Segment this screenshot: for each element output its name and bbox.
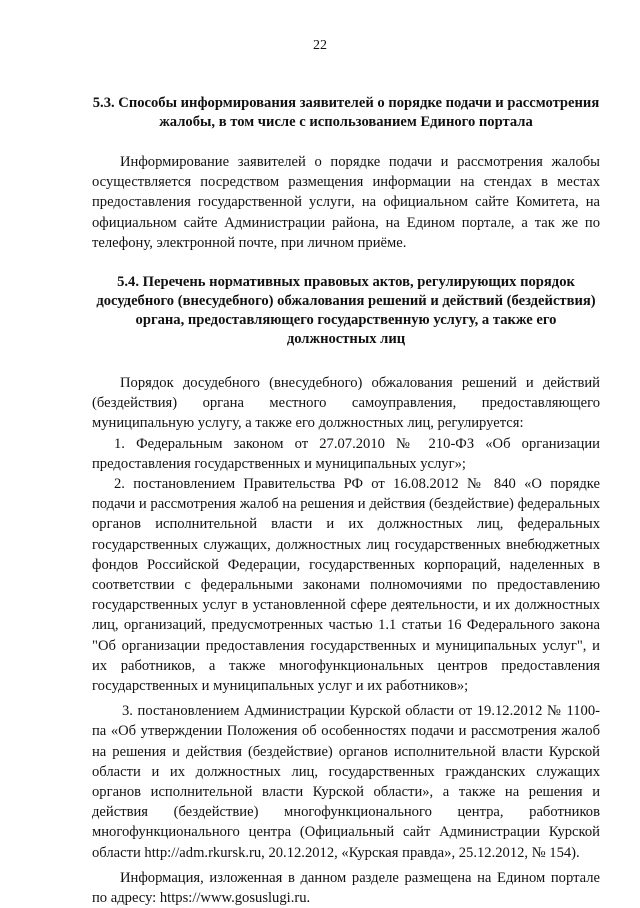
section-5-4-closing: Информация, изложенная в данном разделе размещена на Едином портале по адресу: https://www.gosuslugi.ru. [92, 869, 600, 907]
page-number: 22 [313, 38, 327, 53]
section-5-4-heading: 5.4. Перечень нормативных правовых актов, регулирующих порядок досудебного (внесудебного) обжалования решений и действий (бездействия) органа, предоставляющего государственную услугу, а также его должностных лиц [96, 274, 596, 348]
section-5-4-item-1: 1. Федеральным законом от 27.07.2010 № 210-ФЗ «Об организации предоставления государственных и муниципальных услуг»; [92, 435, 600, 472]
section-5-4-intro: Порядок досудебного (внесудебного) обжалования решений и действий (бездействия) органа местного самоуправления, предоставляющего муниципальную услугу, а также его должностных лиц, регулируется: [92, 375, 600, 432]
page-content [92, 94, 600, 908]
section-5-3-heading: 5.3. Способы информирования заявителей о порядке подачи и рассмотрения жалобы, в том числе с использованием Единого портала [92, 95, 600, 130]
section-5-3-text: Информирование заявителей о порядке подачи и рассмотрения жалобы осуществляется посредством размещения информации на стендах в местах предоставления государственной услуги, на официальном сайте Комитета, на официальном сайте Администрации района, на Едином портале, а так же по телефону, электронной почте, при личном приёме. [92, 154, 600, 251]
section-5-4-item-2: 2. постановлением Правительства РФ от 16.08.2012 № 840 «О порядке подачи и рассмотрения жалоб на решения и действия (бездействие) федеральных органов исполнительной власти и их должностных лиц, федеральных государственных служащих, должностных лиц государственных внебюджетных фондов Российской Федерации, государственных корпораций, наделенных в соответствии с федеральными законами полномочиями по предоставлению государственных услуг в установленной сфере деятельности, и их должностных лиц, организаций, предусмотренных частью 1.1 статьи 16 Федерального закона "Об организации предоставления государственных и муниципальных услуг", и их работников, а также многофункциональных центров предоставления государственных и муниципальных услуг и их работников»; [92, 476, 600, 695]
section-5-4-item-3: 3. постановлением Администрации Курской области от 19.12.2012 № 1100-па «Об утверждении Положения об особенностях подачи и рассмотрения жалоб на решения и действия (бездействие) органов исполнительной власти Курской области и их должностных лиц, государственных гражданских служащих органов исполнительной власти Курской области», а также на решения и действия (бездействие) многофункционального центра, работников многофункционального центра (Официальный сайт Администрации Курской области http://adm.rkursk.ru, 20.12.2012, «Курская правда», 25.12.2012, № 154). [92, 703, 600, 861]
